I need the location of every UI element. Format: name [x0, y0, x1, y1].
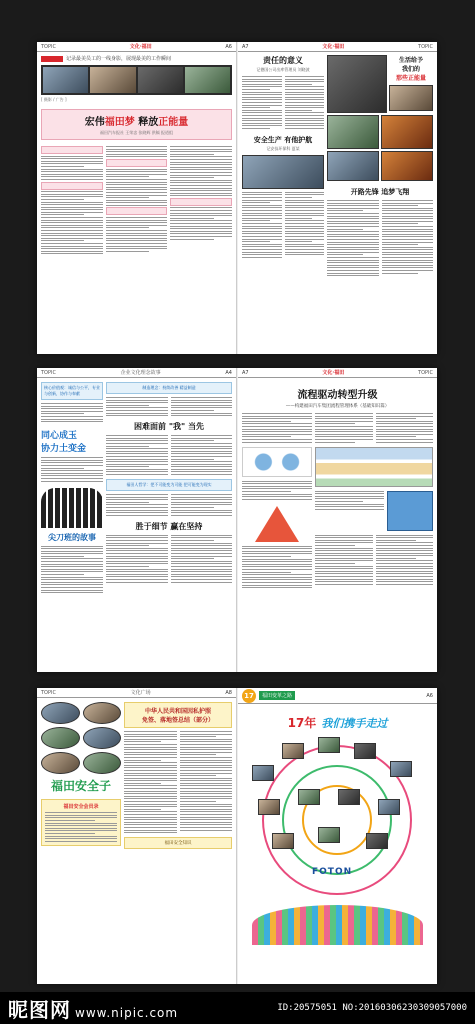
child-photo — [83, 752, 122, 774]
spread3-left-page — [37, 688, 237, 984]
photo — [327, 115, 379, 149]
box-title: 福田安全会员录 — [63, 804, 99, 811]
page-number: A6 — [426, 692, 433, 699]
page-header — [238, 368, 437, 378]
headline: 困难面前 "我" 当先 — [134, 422, 204, 432]
header-title: 企业文化理念故事 — [120, 370, 161, 376]
watermark-logo: 昵图网 www.nipic.com — [8, 997, 179, 1022]
sidebar-title-line: 那些正能量 — [395, 75, 426, 82]
page-number: A4 — [225, 369, 232, 376]
headline-box — [41, 109, 232, 140]
headline: 流程驱动转型升级 — [297, 390, 378, 401]
article-title: 安全生产 有他护航 — [253, 135, 313, 144]
spread1-right-page — [237, 42, 437, 354]
photo — [242, 155, 324, 189]
headline-line-1: 中华人民共和国因私护照 — [144, 708, 211, 715]
header-logo: 文化·福田 — [129, 44, 152, 50]
article-subtitle: 记安技环保科 夏某 — [266, 145, 300, 151]
spread3-right-page — [237, 688, 437, 984]
photo — [282, 743, 304, 759]
photo — [389, 85, 433, 111]
spread1-left-page — [37, 42, 237, 354]
section-label: TOPIC — [41, 369, 56, 376]
photo — [258, 799, 280, 815]
newspaper-spread-2 — [37, 368, 437, 672]
film-caption: 记录最美员工的一线身影，展现最美的工作瞬间 — [66, 56, 172, 62]
strategy-box: 制造理念：持续改善 精益制造 — [106, 382, 232, 394]
headline: 胜于细节 赢在坚持 — [135, 521, 203, 531]
page-header — [37, 42, 236, 52]
brand-logo: FOTON — [312, 867, 353, 877]
spread2-left-page — [37, 368, 237, 672]
child-photo — [41, 727, 80, 749]
people-ring-graphic — [252, 905, 423, 945]
child-photo — [83, 727, 122, 749]
section-label: TOPIC — [41, 43, 56, 50]
watermark-bar — [0, 992, 475, 1024]
slogan-line-2: 协力土变金 — [41, 444, 87, 455]
section-label: TOPIC — [418, 369, 433, 376]
knowledge-box: 福田安全知识 — [124, 837, 232, 849]
anniversary-badge: 17 — [242, 689, 256, 703]
subheadline: ——构建福田汽车集团流程管理体系（基础知识篇） — [285, 404, 390, 409]
slogan-line-1: 同心成玉 — [41, 431, 78, 442]
page-number: A8 — [225, 689, 232, 696]
sidebar-title-line: 生活给予 — [398, 57, 423, 64]
child-photo — [41, 752, 80, 774]
photo — [381, 151, 433, 181]
watermark-id: ID:20575051 NO:20160306230309057000 — [277, 1003, 467, 1013]
article-subtitle: 记德国公司出库管理员 刘晓波 — [256, 67, 310, 72]
crowd-photo — [327, 55, 387, 113]
page-header — [37, 368, 236, 378]
photo-film-strip — [41, 65, 232, 95]
child-photo — [41, 702, 80, 724]
red-tag-icon — [41, 56, 63, 62]
photo — [272, 833, 294, 849]
newspaper-spread-1 — [37, 42, 437, 354]
photo — [138, 67, 183, 93]
photo-caption: [ 摄影 / 广告 ] — [41, 97, 67, 102]
process-diagram — [242, 447, 312, 477]
text-column — [41, 146, 103, 254]
page-number: A7 — [242, 43, 249, 50]
slogan: 开路先锋 追梦飞翔 — [350, 188, 410, 196]
section-label: TOPIC — [41, 689, 56, 696]
member-box — [41, 799, 121, 846]
byline: 福田汽车报社 王荣忠 张晓辉 供稿 报道组 — [99, 130, 174, 135]
newspaper-spread-3 — [37, 688, 437, 984]
article-columns — [37, 144, 236, 256]
header-logo: 文化·福田 — [322, 370, 345, 376]
photo — [354, 743, 376, 759]
headline: 宏伟福田梦 释放正能量 — [84, 117, 189, 128]
photo — [252, 765, 274, 781]
story-title: 尖刀班的故事 — [48, 532, 96, 542]
sidebar-title-line: 我们的 — [401, 66, 420, 73]
photo — [327, 151, 379, 181]
photo — [185, 67, 230, 93]
spread2-right-page — [237, 368, 437, 672]
fire-photo — [381, 115, 433, 149]
page-number: A6 — [225, 43, 232, 50]
photo — [298, 789, 320, 805]
team-silhouette-image — [41, 488, 103, 528]
text-column — [106, 146, 168, 254]
page-header — [238, 42, 437, 52]
photo — [318, 737, 340, 753]
photo — [366, 833, 388, 849]
philosophy-box: 福田人哲学：把不可能变为可能 把可能变为现实 — [106, 479, 232, 491]
house-diagram — [315, 447, 433, 487]
headline: 17年 我们携手走过 — [287, 716, 388, 730]
article-title: 责任的意义 — [263, 56, 303, 65]
section-label: TOPIC — [418, 43, 433, 50]
photo — [338, 789, 360, 805]
text-column — [170, 146, 232, 254]
pyramid-diagram — [255, 506, 299, 542]
vertical-title: 福田安全子 — [50, 779, 111, 793]
photo-tree-graphic — [242, 735, 433, 955]
photo — [378, 799, 400, 815]
page-header — [37, 688, 236, 698]
header-logo: 文化·福田 — [322, 44, 345, 50]
photo — [90, 67, 135, 93]
photo — [43, 67, 88, 93]
header-title: 文化广场 — [130, 690, 151, 696]
banner-label: 福田变革之路 — [259, 691, 295, 700]
photo — [390, 761, 412, 777]
values-box: 核心价值观：诚信与公平，专业与创新，协作与奉献 — [41, 382, 103, 400]
child-photo — [83, 702, 122, 724]
flow-chart — [387, 491, 433, 531]
headline-box — [124, 702, 232, 728]
headline-line-2: 免签、落地签总结（部分） — [141, 717, 214, 724]
photo — [318, 827, 340, 843]
page-number: A7 — [242, 369, 249, 376]
